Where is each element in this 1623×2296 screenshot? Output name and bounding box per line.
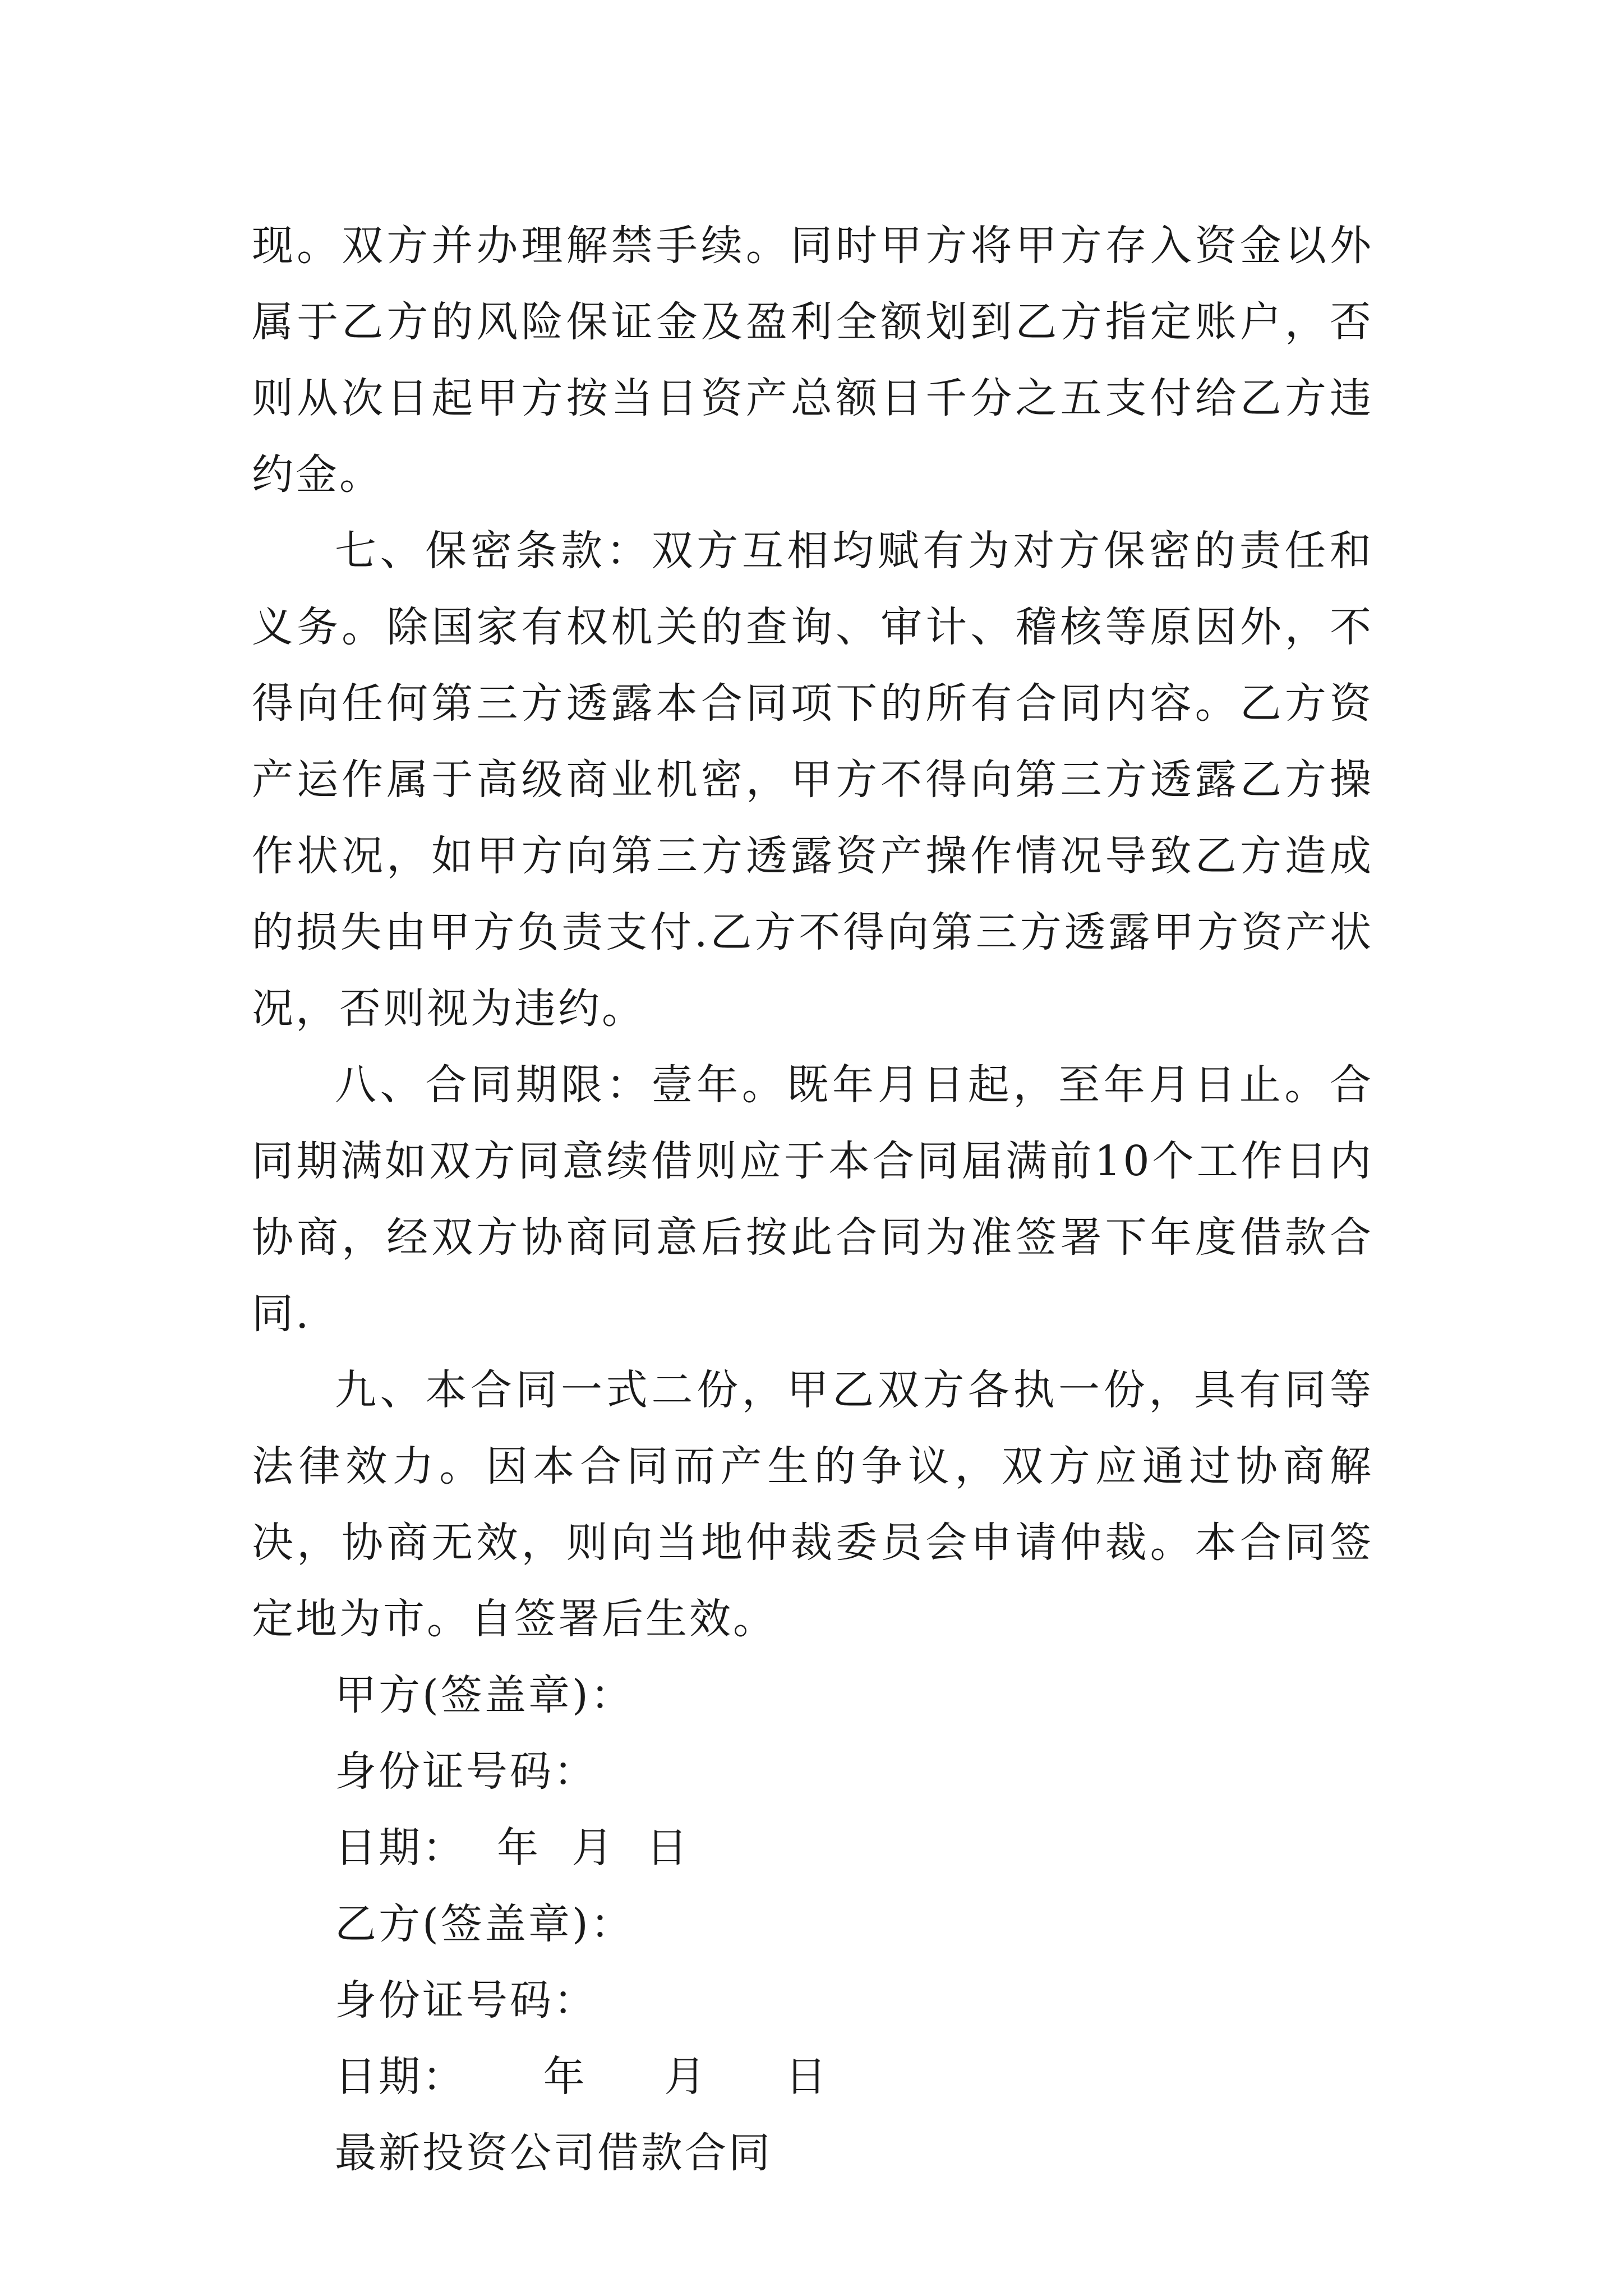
party-a-date-line: 日期： 年 月 日: [335, 1824, 690, 1872]
paragraph-continuation: 现。双方并办理解禁手续。同时甲方将甲方存入资金以外属于乙方的风险保证金及盈利全额划到乙方指定账户，否则从次日起甲方按当日资产总额日千分之五支付给乙方违约金。: [252, 222, 1373, 499]
party-a-id-line: 身份证号码：: [335, 1747, 597, 1796]
party-b-id-line: 身份证号码：: [335, 1976, 597, 2024]
party-b-date-line: 日期： 年 月 日: [335, 2053, 829, 2101]
party-a-seal-line: 甲方(签盖章)：: [335, 1671, 634, 1719]
paragraph-contract-term: 八、合同期限：壹年。既年月日起，至年月日止。合同期满如双方同意续借则应于本合同届满前10个工作日内协商，经双方协商同意后按此合同为准签署下年度借款合同.: [252, 1061, 1373, 1338]
paragraph-confidentiality: 七、保密条款：双方互相均赋有为对方保密的责任和义务。除国家有权机关的查询、审计、稽核等原因外，不得向任何第三方透露本合同项下的所有合同内容。乙方资产运作属于高级商业机密，甲方不得向第三方透露乙方操作状况，如甲方向第三方透露资产操作情况导致乙方造成的损失由甲方负责支付.乙方不得向第三方透露甲方资产状况，否则视为违约。: [252, 527, 1373, 1033]
contract-body: [252, 208, 1373, 2191]
footer-title: 最新投资公司借款合同: [335, 2129, 772, 2177]
paragraph-copies-disputes: 九、本合同一式二份，甲乙双方各执一份，具有同等法律效力。因本合同而产生的争议，双方应通过协商解决，协商无效，则向当地仲裁委员会申请仲裁。本合同签定地为市。自签署后生效。: [252, 1366, 1373, 1643]
party-b-seal-line: 乙方(签盖章)：: [335, 1900, 634, 1948]
